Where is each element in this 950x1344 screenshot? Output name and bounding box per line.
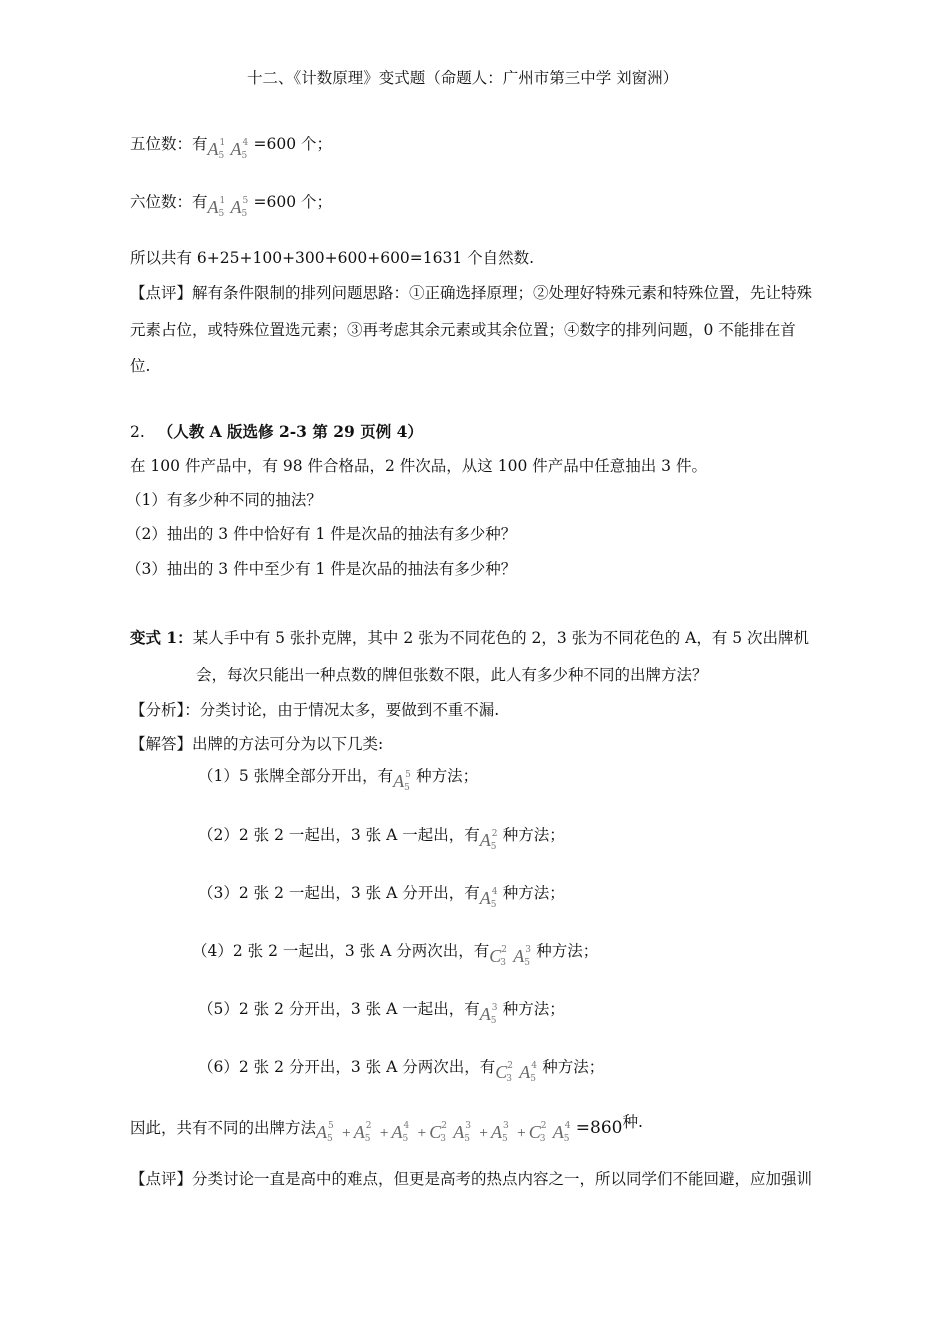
comment-text-1: 解有条件限制的排列问题思路：①正确选择原理；②处理好特殊元素和特殊位置，先让特殊 [192, 284, 813, 302]
formula-a51-a55: A 1 5 A 5 5 [207, 195, 249, 219]
six-digit-suffix: =600 个； [253, 193, 333, 211]
formula-a52: A 2 5 [479, 828, 498, 852]
formula-c32-a54: C 2 3 A 4 5 [495, 1060, 537, 1084]
case-3-prefix: （3）2 张 2 一起出，3 张 A 分开出，有 [198, 884, 480, 902]
final-comment-line [130, 1167, 812, 1189]
analysis-text: ：分类讨论，由于情况太多，要做到不重不漏. [184, 701, 500, 719]
solution-text: 出牌的方法可分为以下几类: [192, 735, 384, 753]
page-title: 十二、《计数原理》变式题（命题人：广州市第三中学 刘窗洲） [247, 69, 679, 87]
problem-2-heading [130, 420, 423, 442]
final-comment-label: 【点评】 [130, 1170, 193, 1188]
conclusion-prefix: 因此，共有不同的出牌方法 [130, 1119, 317, 1137]
analysis-label: 【分析】 [130, 701, 185, 719]
case-5-suffix: 种方法； [502, 1000, 565, 1018]
comment-line-1 [130, 281, 812, 303]
problem-2-statement: 在 100 件产品中，有 98 件合格品，2 件次品，从这 100 件产品中任意抽出 3 件。 [130, 457, 707, 475]
case-4-suffix: 种方法； [536, 942, 599, 960]
case-4 [192, 941, 599, 968]
problem-2-q1: （1）有多少种不同的抽法？ [126, 491, 322, 509]
case-2-prefix: （2）2 张 2 一起出，3 张 A 一起出，有 [198, 826, 480, 844]
comment-line-3: 位. [130, 357, 151, 375]
formula-c32-a53: C 2 3 A 3 5 [489, 944, 531, 968]
case-6-suffix: 种方法； [542, 1058, 605, 1076]
comment-line-2: 元素占位，或特殊位置选元素；③再考虑其余元素或其余位置；④数字的排列问题，0 不能排在首 [130, 321, 796, 339]
case-5 [198, 999, 565, 1026]
five-digit-prefix: 五位数：有 [130, 135, 208, 153]
case-5-prefix: （5）2 张 2 分开出，3 张 A 一起出，有 [198, 1000, 480, 1018]
five-digit-suffix: =600 个； [253, 135, 333, 153]
case-2-suffix: 种方法； [502, 826, 565, 844]
problem-2-q2: （2）抽出的 3 件中恰好有 1 件是次品的抽法有多少种？ [126, 525, 517, 543]
six-digit-line [130, 192, 333, 219]
case-1 [198, 766, 479, 793]
case-4-prefix: （4）2 张 2 一起出，3 张 A 分两次出，有 [192, 942, 490, 960]
case-2 [198, 825, 565, 852]
solution-label: 【解答】 [130, 735, 193, 753]
formula-total-sum: A 5 5 + A 2 5 + A 4 5 + C 2 3 A 3 5 + A 3 5 + C 2 3 A 4 5 [316, 1121, 571, 1144]
variant-1-line-2: 会，每次只能出一种点数的牌但张数不限，此人有多少种不同的出牌方法？ [196, 666, 708, 684]
problem-2-q3: （3）抽出的 3 件中至少有 1 件是次品的抽法有多少种？ [126, 560, 517, 578]
case-1-prefix: （1）5 张牌全部分开出，有 [198, 767, 394, 785]
final-comment-text: 分类讨论一直是高中的难点，但更是高考的热点内容之一，所以同学们不能回避，应加强训 [192, 1170, 813, 1188]
case-6 [198, 1057, 605, 1084]
problem-number: 2. [130, 423, 145, 441]
analysis-line [130, 698, 499, 720]
formula-a55: A 5 5 [393, 769, 411, 793]
variant-1-line-1 [130, 626, 809, 648]
case-1-suffix: 种方法； [416, 767, 479, 785]
solution-line [130, 732, 383, 754]
variant-label: 变式 1： [130, 628, 193, 647]
formula-a51-a54: A 1 5 A 4 5 [207, 137, 249, 161]
conclusion-suffix: 种. [622, 1113, 643, 1131]
comment-label: 【点评】 [130, 284, 193, 302]
problem-source: （人教 A 版选修 2-3 第 29 页例 4） [157, 422, 423, 441]
formula-a54: A 4 5 [479, 886, 498, 910]
case-6-prefix: （6）2 张 2 分开出，3 张 A 分两次出，有 [198, 1058, 496, 1076]
five-digit-line [130, 134, 333, 161]
variant-text-1: 某人手中有 5 张扑克牌，其中 2 张为不同花色的 2，3 张为不同花色的 A，有 5 次出牌机 [192, 629, 810, 647]
formula-a53: A 3 5 [479, 1002, 498, 1026]
conclusion-line [130, 1113, 643, 1144]
case-3 [198, 883, 565, 910]
total-line: 所以共有 6+25+100+300+600+600=1631 个自然数. [130, 249, 535, 267]
case-3-suffix: 种方法； [502, 884, 565, 902]
six-digit-prefix: 六位数：有 [130, 193, 208, 211]
conclusion-value: =860 [575, 1118, 623, 1138]
